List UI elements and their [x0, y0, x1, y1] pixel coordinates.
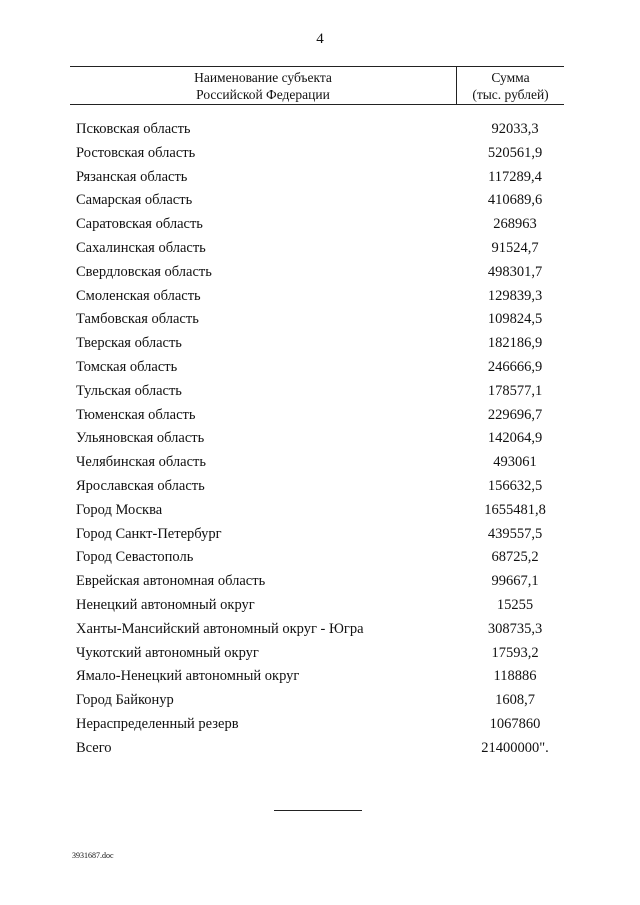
region-name: Ростовская область [76, 144, 196, 161]
table-row [76, 237, 566, 261]
region-name: Ямало-Ненецкий автономный округ [76, 668, 300, 685]
region-name: Томская область [76, 358, 178, 375]
amount-value: 246666,9 [487, 358, 543, 375]
table-row [76, 665, 566, 689]
column-header-region-line2: Российской Федерации [196, 86, 330, 102]
amount-value: 117289,4 [488, 168, 542, 185]
region-name: Тверская область [76, 335, 182, 352]
table-row [76, 618, 566, 642]
region-name: Ненецкий автономный округ [76, 596, 255, 613]
table-row [76, 594, 566, 618]
region-name: Ханты-Мансийский автономный округ - Югра [76, 620, 364, 637]
column-header-region-line1: Наименование субъекта [194, 69, 332, 85]
table-row [76, 475, 566, 499]
amount-value: 1608,7 [495, 692, 535, 709]
amount-value: 229696,7 [487, 406, 543, 423]
document-id: 3931687.doc [72, 851, 114, 860]
table-row [76, 356, 566, 380]
region-name: Всего [76, 739, 112, 756]
amount-value: 493061 [493, 454, 537, 471]
amount-value: 439557,5 [487, 525, 543, 542]
table-row [76, 546, 566, 570]
amount-value: 308735,3 [487, 620, 543, 637]
table-row [76, 118, 566, 142]
amount-value: 17593,2 [491, 644, 539, 661]
table-row [76, 404, 566, 428]
amount-value: 1655481,8 [484, 501, 546, 518]
amount-value: 21400000". [481, 739, 549, 756]
region-name: Ярославская область [76, 477, 205, 494]
amount-value: 268963 [493, 216, 537, 233]
table-row [76, 523, 566, 547]
region-name: Город Санкт-Петербург [76, 525, 222, 542]
page-number: 4 [316, 31, 324, 47]
table-row [76, 213, 566, 237]
region-name: Свердловская область [76, 263, 212, 280]
table-row [76, 166, 566, 190]
region-name: Город Байконур [76, 692, 174, 709]
table-row [76, 308, 566, 332]
table-row [76, 261, 566, 285]
table-body [76, 118, 566, 761]
amount-value: 68725,2 [491, 549, 539, 566]
amount-value: 156632,5 [487, 477, 543, 494]
amount-value: 91524,7 [491, 239, 539, 256]
amount-value: 410689,6 [487, 192, 543, 209]
region-name: Псковская область [76, 121, 191, 137]
amount-value: 109824,5 [487, 311, 543, 328]
region-name: Смоленская область [76, 287, 201, 304]
region-name: Рязанская область [76, 168, 188, 185]
table-row [76, 380, 566, 404]
region-name: Саратовская область [76, 216, 203, 233]
amount-value: 99667,1 [491, 573, 539, 590]
region-name: Чукотский автономный округ [76, 644, 259, 661]
amount-value: 498301,7 [487, 263, 543, 280]
column-header-sum-line1: Сумма [491, 69, 530, 85]
table-row [76, 332, 566, 356]
region-name: Тульская область [76, 382, 182, 399]
table-row [76, 713, 566, 737]
amount-value: 520561,9 [487, 144, 543, 161]
amount-value: 129839,3 [487, 287, 543, 304]
region-name: Еврейская автономная область [76, 573, 266, 590]
amount-value: 142064,9 [487, 430, 543, 447]
table-row [76, 285, 566, 309]
table-row [76, 427, 566, 451]
column-header-sum-line2: (тыс. рублей) [472, 86, 549, 102]
region-name: Нераспределенный резерв [76, 715, 239, 732]
table-row [76, 189, 566, 213]
region-name: Тюменская область [76, 406, 196, 423]
region-name: Сахалинская область [76, 239, 206, 256]
region-name: Челябинская область [76, 454, 206, 471]
amount-value: 178577,1 [487, 382, 543, 399]
table-header [70, 66, 564, 105]
region-name: Город Москва [76, 501, 163, 518]
region-name: Тамбовская область [76, 311, 199, 328]
table-row [76, 737, 566, 761]
table-row [76, 570, 566, 594]
column-header-sum [457, 67, 564, 104]
table-row [76, 499, 566, 523]
region-name: Город Севастополь [76, 549, 194, 566]
amount-value: 1067860 [489, 715, 541, 732]
region-name: Самарская область [76, 192, 193, 209]
amount-value: 182186,9 [487, 335, 543, 352]
amount-value: 92033,3 [491, 121, 539, 137]
footer-divider [274, 810, 362, 811]
table-row [76, 689, 566, 713]
column-header-region [70, 67, 457, 104]
region-name: Ульяновская область [76, 430, 205, 447]
table-row [76, 142, 566, 166]
table-row [76, 642, 566, 666]
amount-value: 15255 [496, 596, 534, 613]
table-row [76, 451, 566, 475]
amount-value: 118886 [493, 668, 537, 685]
